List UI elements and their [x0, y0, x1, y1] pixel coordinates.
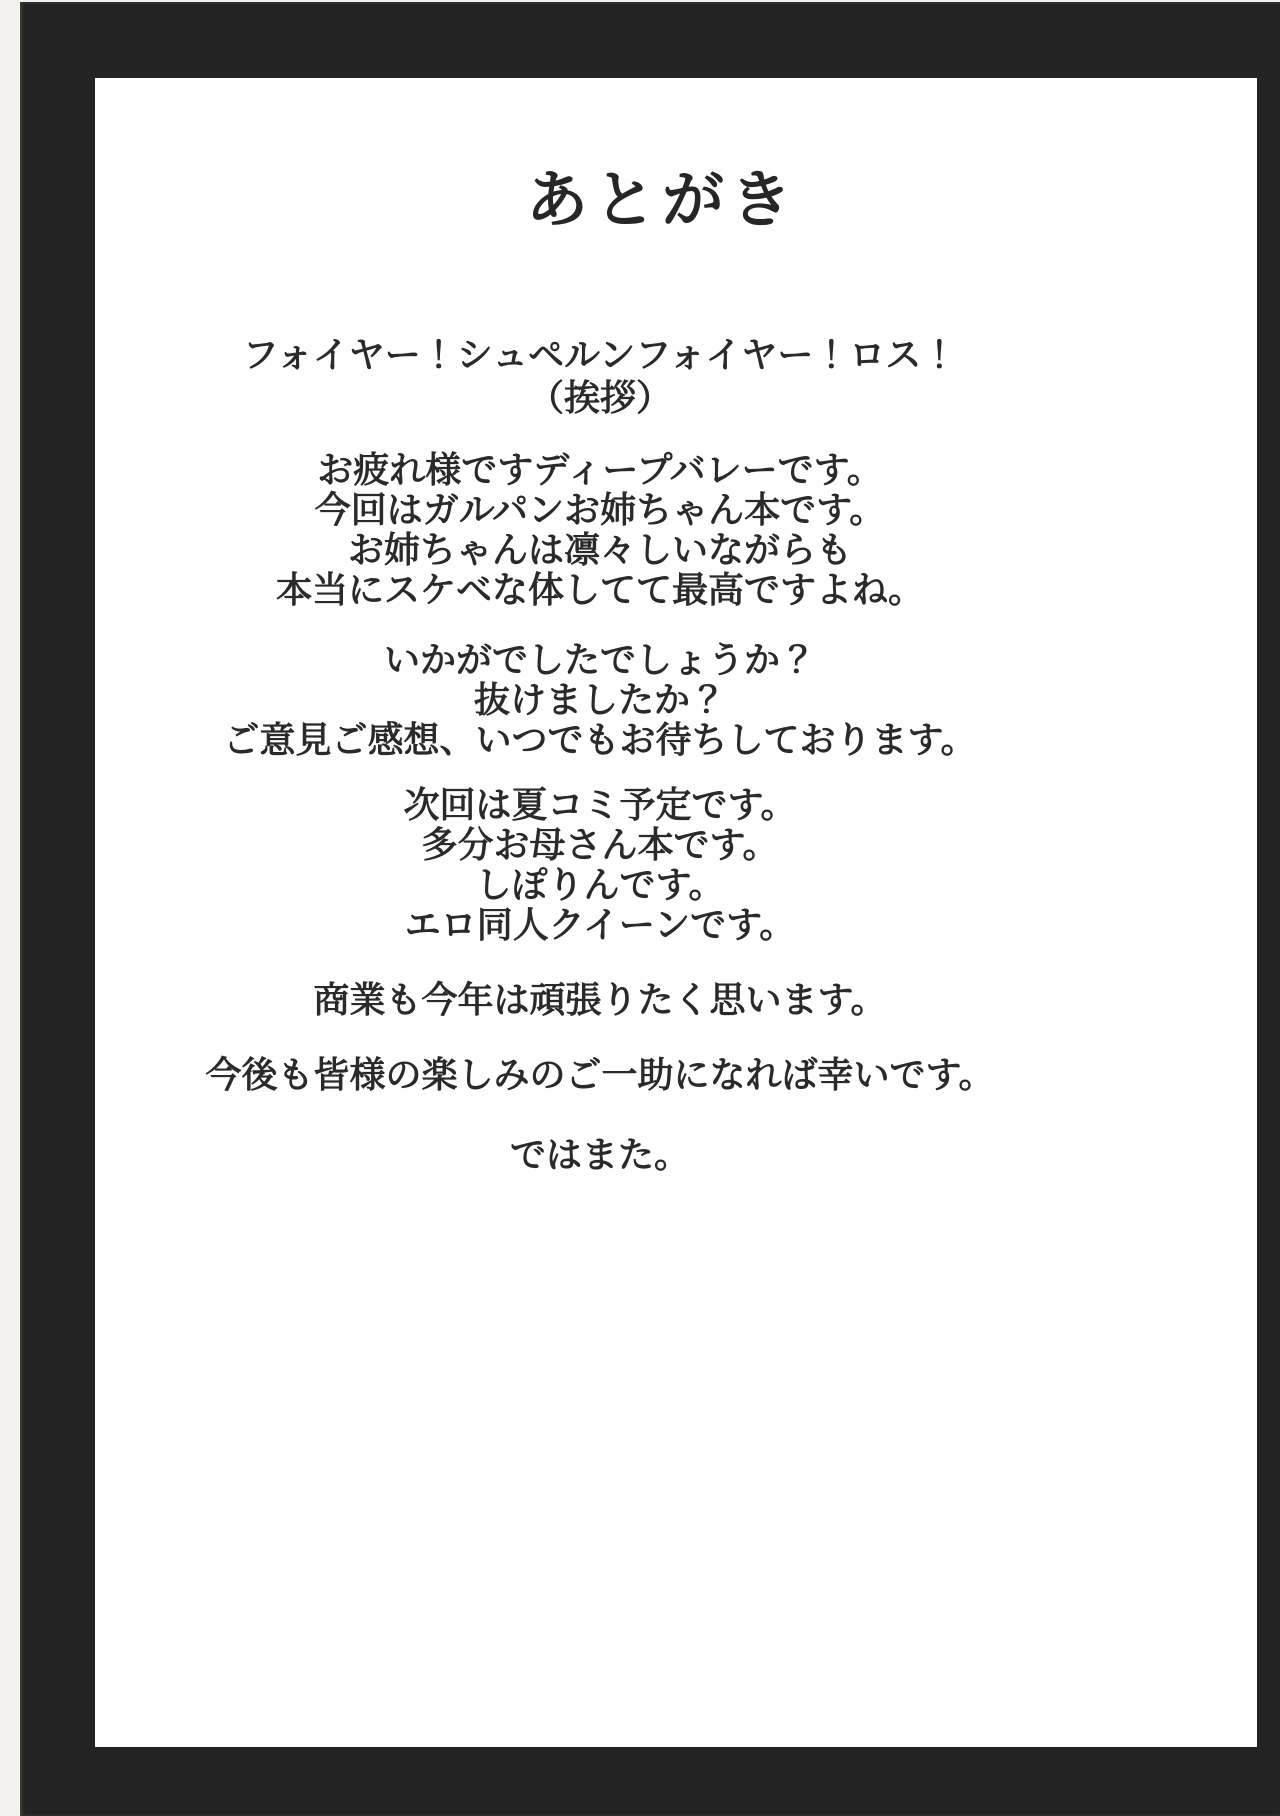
afterword-line: 今回はガルパンお姉ちゃん本です。 [314, 489, 886, 531]
afterword-line: エロ同人クイーンです。 [404, 904, 796, 946]
paragraph-commercial [95, 980, 1105, 1020]
paragraph-intro [95, 450, 1105, 610]
paragraph-next-plans [95, 785, 1105, 945]
afterword-line: 多分お母さん本です。 [421, 824, 779, 866]
afterword-line: 今後も皆様の楽しみのご一助になれば幸いです。 [205, 1054, 995, 1096]
page-title: あとがき [525, 162, 798, 236]
afterword-line: 次回は夏コミ予定です。 [403, 784, 797, 826]
afterword-line: 本当にスケベな体してて最高ですよね。 [275, 569, 924, 611]
afterword-line: いかがでしたでしょうか？ [383, 639, 816, 681]
afterword-line: フォイヤー！シュペルンフォイヤー！ロス！ [242, 334, 958, 376]
afterword-line: しぽりんです。 [475, 864, 725, 906]
paragraph-feedback [95, 640, 1105, 760]
afterword-line: （挨拶） [527, 377, 672, 419]
paper [95, 78, 1257, 1747]
afterword-line: お姉ちゃんは凛々しいながらも [347, 529, 852, 571]
afterword-line: 抜けましたか？ [473, 679, 726, 721]
paragraph-hope [95, 1055, 1105, 1095]
page-frame [20, 2, 1280, 1816]
paragraph-greeting [95, 334, 1105, 420]
afterword-line: 商業も今年は頑張りたく思います。 [313, 979, 887, 1021]
paragraph-signoff [95, 1135, 1105, 1175]
afterword-line: お疲れ様ですディープバレーです。 [317, 449, 883, 491]
afterword-line: ではまた。 [509, 1134, 690, 1176]
afterword-line: ご意見ご感想、いつでもお待ちしております。 [223, 719, 977, 761]
